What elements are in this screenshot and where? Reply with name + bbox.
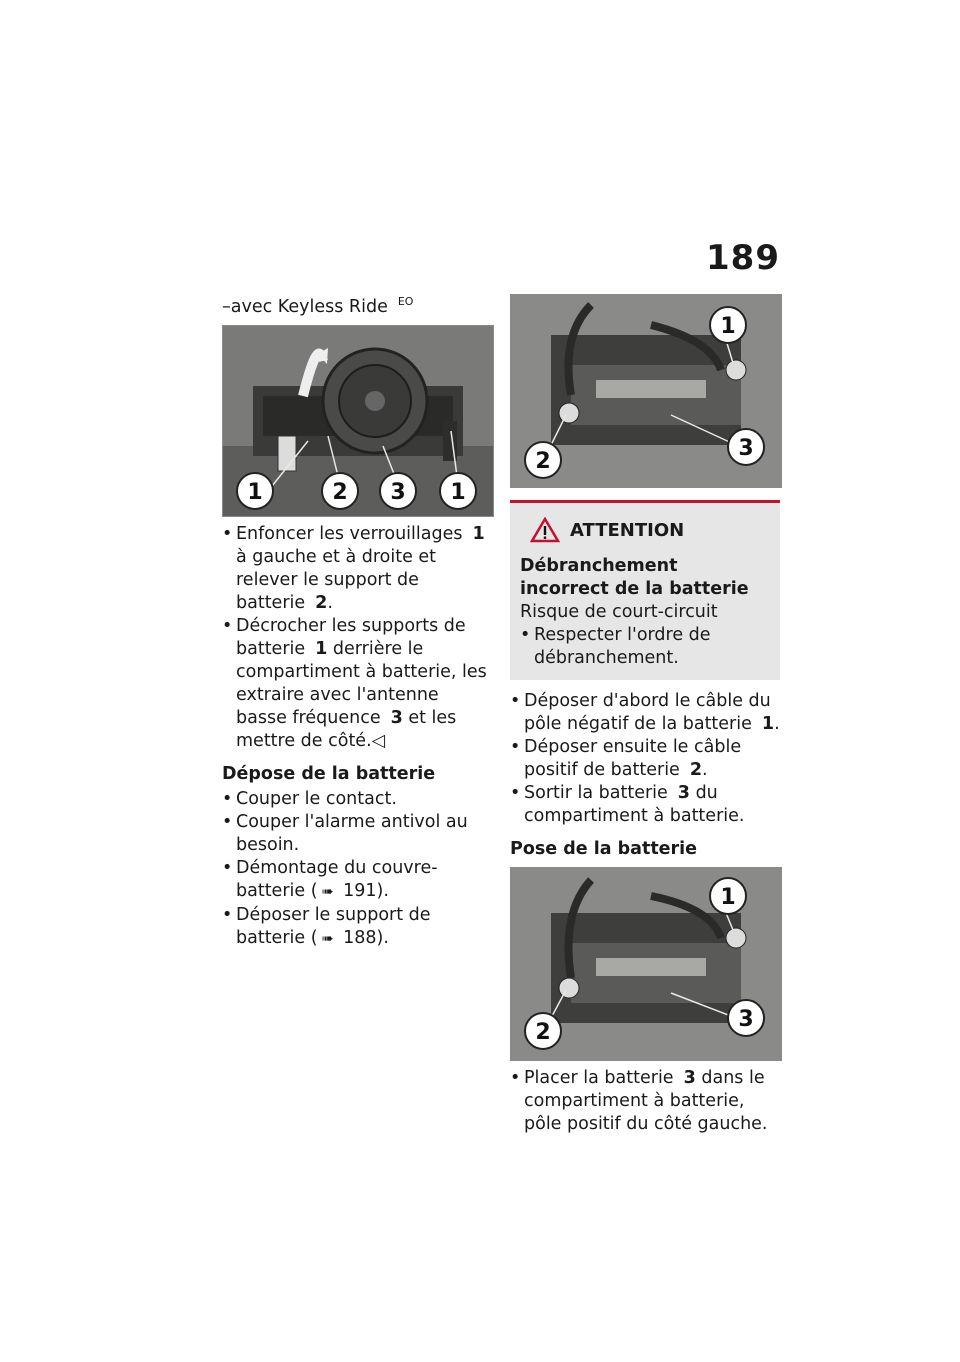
list-item: • Sortir la batterie 3 du compartiment à batterie. [510,782,780,828]
svg-text:1: 1 [247,479,263,505]
figure-battery-holder [222,325,494,517]
callout-2 [525,1013,561,1049]
figure-battery-install [510,867,782,1061]
callout-2 [525,442,561,478]
warning-text: Risque de court-circuit [520,602,718,622]
list-item: • Déposer le support de batterie ( ➠ 188). [222,904,494,951]
right-column [510,294,780,1136]
callout-1 [710,878,746,914]
left-column [222,290,494,951]
callout-3 [728,1000,764,1036]
list-item: • Couper le contact. [222,788,494,811]
list-item: • Déposer d'abord le câble du pôle négatif de la batterie 1. [510,690,780,736]
svg-text:3: 3 [390,479,406,505]
list-item: • Couper l'alarme antivol au besoin. [222,811,494,857]
warning-triangle-icon [530,517,560,543]
list-item: • Enfoncer les verrouillages 1 à gauche et à droite et relever le support de batterie 2. [222,523,494,615]
intro-line [222,290,494,319]
callout-3 [728,429,764,465]
equipment-code: EO [397,295,414,308]
list-item: • Décrocher les supports de batterie 1 derrière le compartiment à batterie, les extraire avec l'antenne basse fréquence 3 et les mettre de côté.◁ [222,615,494,753]
list-item: • Démontage du couvre-batterie ( ➠ 191). [222,857,494,904]
warning-box [510,500,780,680]
section-heading: Dépose de la batterie [222,763,436,784]
svg-text:1: 1 [720,885,736,910]
callout-1a [237,473,273,509]
figure-battery-cables [510,294,782,488]
warning-bullet: • Respecter l'ordre de débranchement. [520,624,770,670]
callout-2 [322,473,358,509]
page-reference-arrow-icon: ➠ [321,930,334,947]
svg-text:1: 1 [450,479,466,505]
svg-text:1: 1 [720,314,736,339]
svg-text:2: 2 [535,449,551,474]
svg-text:2: 2 [535,1020,551,1045]
svg-text:2: 2 [332,479,348,505]
svg-text:3: 3 [738,1007,754,1032]
svg-text:3: 3 [738,436,754,461]
callout-3 [380,473,416,509]
intro-text: –avec Keyless Ride [222,296,388,317]
section-heading: Pose de la batterie [510,839,698,859]
warning-subtitle: Débranchement incorrect de la batterie [520,556,749,599]
page-number: 189 [706,238,780,278]
warning-title: ATTENTION [530,517,770,543]
callout-1 [710,307,746,343]
list-item: • Déposer ensuite le câble positif de batterie 2. [510,736,780,782]
list-item: • Placer la batterie 3 dans le compartiment à batterie, pôle positif du côté gauche. [510,1067,780,1136]
callout-1b [440,473,476,509]
page-reference-arrow-icon: ➠ [321,883,334,900]
